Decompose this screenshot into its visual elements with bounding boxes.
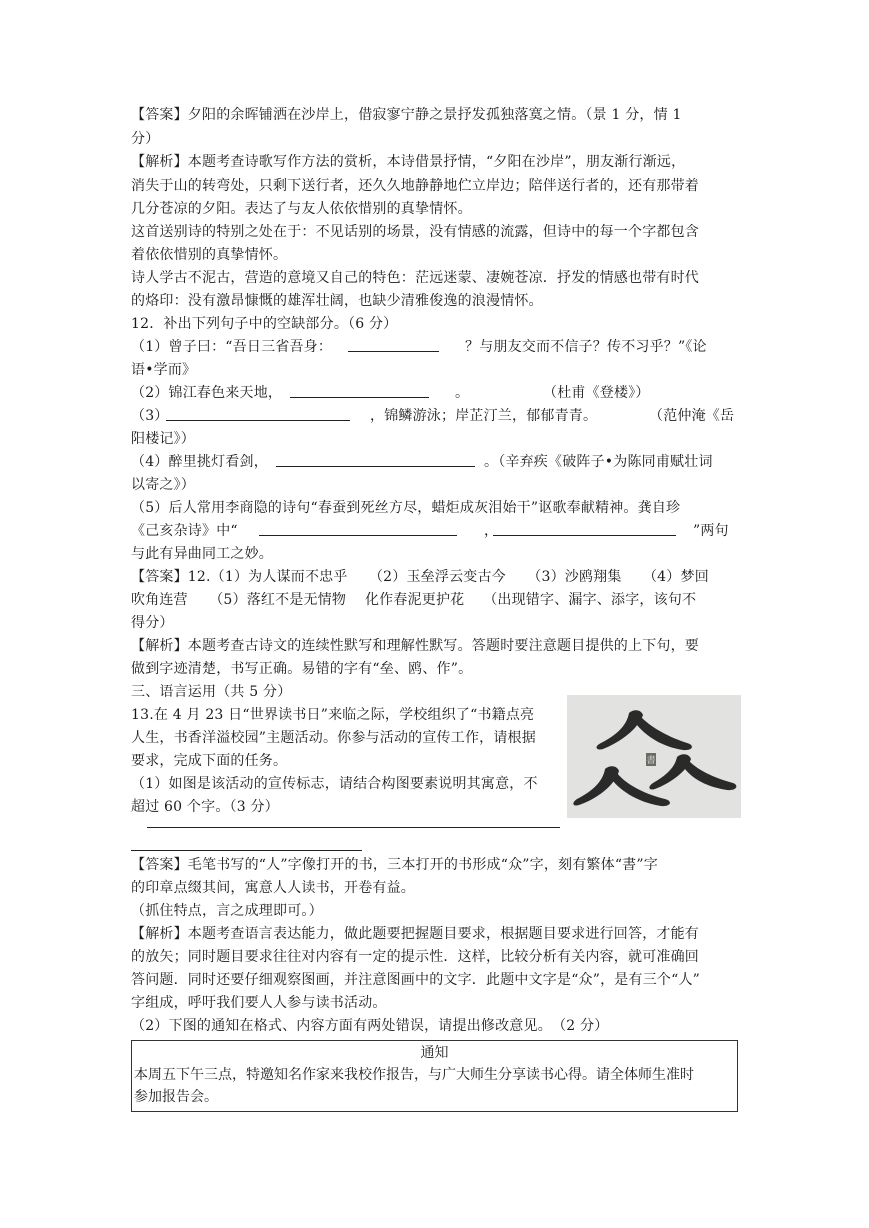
q12-item-1-cont: 语•学而》 <box>131 362 197 378</box>
answer-13-note: （抓住特点，言之成理即可。） <box>131 903 323 919</box>
q12-blank-3[interactable] <box>166 420 350 421</box>
analysis-11-line-3: 几分苍凉的夕阳。表达了与友人依依惜别的真挚情怀。 <box>131 201 472 217</box>
calligraphy-zhong-logo <box>567 695 741 818</box>
answer-13-line-2: 的印章点缀其间，寓意人人读书，开卷有益。 <box>131 880 415 896</box>
q12-item-5-cont: 与此有异曲同工之妙。 <box>131 546 273 562</box>
answer-12-line-3: 得分） <box>131 615 174 631</box>
q12-item-4-part-a: （4）醉里挑灯看剑， <box>131 454 268 470</box>
footnote-divider <box>131 850 362 851</box>
q12-item-1-part-b: ？与朋友交而不信子？传不习乎？”《论 <box>465 339 707 355</box>
q12-item-5-part-a: 《己亥杂诗》中“ <box>131 523 238 539</box>
q13-sub-1-line-2: 超过 60 个字。（3 分） <box>131 799 279 815</box>
q12-blank-2[interactable] <box>290 397 429 398</box>
analysis-11-line-6: 诗人学古不泥古，营造的意境又自己的特色：茫远迷蒙、凄婉苍凉．抒发的情感也带有时代 <box>131 270 699 286</box>
q12-blank-5a[interactable] <box>259 535 457 536</box>
q12-item-3-cont: 阳楼记》） <box>131 431 195 447</box>
answer-12-line-2: 吹角连营 （5）落红不是无情物 化作春泥更护花 （出现错字、漏字、添字，该句不 <box>131 592 697 608</box>
analysis-11-line-1: 【解析】本题考查诗歌写作方法的赏析，本诗借景抒情，“夕阳在沙岸”，朋友渐行渐远， <box>131 154 686 170</box>
notice-box <box>131 1040 738 1112</box>
answer-12-line-1: 【答案】12.（1）为人谋而不忠乎 （2）玉垒浮云变古今 （3）沙鸥翔集 （4）梦回 <box>131 569 709 585</box>
notice-line-1: 本周五下午三点，特邀知名作家来我校作报告，与广大师生分享读书心得。请全体师生准时 <box>134 1067 694 1083</box>
notice-line-2: 参加报告会。 <box>134 1089 218 1105</box>
answer-13-line-1: 【答案】毛笔书写的“人”字像打开的书，三本打开的书形成“众”字，刻有繁体“書”字 <box>131 857 658 873</box>
q12-item-3-source: （范仲淹《岳 <box>649 408 735 424</box>
q12-blank-4[interactable] <box>276 466 475 467</box>
q12-item-5-part-b: ， <box>484 523 499 539</box>
analysis-11-line-7: 的烙印：没有激昂慷慨的雄浑壮阔，也缺少清雅俊逸的浪漫情怀。 <box>131 293 543 309</box>
question-13-line-3: 要求，完成下面的任务。 <box>131 753 288 769</box>
q13-sub-1-line-1: （1）如图是该活动的宣传标志，请结合构图要素说明其寓意，不 <box>131 776 538 792</box>
q12-item-3-part-a: （3） <box>131 408 169 424</box>
activity-logo-image <box>567 695 741 818</box>
q12-item-5-part-c: ”两句 <box>693 523 729 539</box>
q12-item-2-part-a: （2）锦江春色来天地， <box>131 385 283 401</box>
q12-item-5-line-1: （5）后人常用李商隐的诗句“春蚕到死丝方尽，蜡炬成灰泪始干”讴歌奉献精神。龚自珍 <box>131 500 681 516</box>
q12-blank-1[interactable] <box>348 351 439 352</box>
q12-item-2-part-b: 。 <box>455 385 470 401</box>
q12-item-3-part-b: ，锦鳞游泳；岸芷汀兰，郁郁青青。 <box>370 408 598 424</box>
answer-11-line-1: 【答案】夕阳的余晖铺洒在沙岸上，借寂寥宁静之景抒发孤独落寞之情。（景 1 分，情 1 <box>131 107 682 123</box>
question-12-heading: 12．补出下列句子中的空缺部分。（6 分） <box>131 316 398 332</box>
q13-answer-line[interactable] <box>147 827 560 828</box>
notice-title: 通知 <box>420 1045 449 1061</box>
q12-item-2-source: （杜甫《登楼》） <box>543 385 650 401</box>
analysis-13-line-2: 的放矢；同时题目要求往往对内容有一定的提示性．这样，比较分析有关内容，就可准确回 <box>131 949 699 965</box>
analysis-11-line-5: 着依依惜别的真挚情怀。 <box>131 247 288 263</box>
analysis-13-line-3: 答问题．同时还要仔细观察图画，并注意图画中的文字．此题中文字是“众”，是有三个“人” <box>131 972 701 988</box>
analysis-13-line-4: 字组成，呼吁我们要人人参与读书活动。 <box>131 995 387 1011</box>
q13-sub-2: （2）下图的通知在格式、内容方面有两处错误，请提出修改意见。 （2 分） <box>131 1018 609 1034</box>
analysis-13-line-1: 【解析】本题考查语言表达能力，做此题要把握题目要求，根据题目要求进行回答，才能有 <box>131 926 699 942</box>
q12-item-4-cont: 以寄之》） <box>131 477 195 493</box>
q12-blank-5b[interactable] <box>493 535 676 536</box>
analysis-12-line-2: 做到字迹清楚，书写正确。易错的字有“垒、鸥、作”。 <box>131 661 473 677</box>
analysis-11-line-4: 这首送别诗的特别之处在于：不见话别的场景，没有情感的流露，但诗中的每一个字都包含 <box>131 224 699 240</box>
question-13-line-2: 人生，书香洋溢校园”主题活动。你参与活动的宣传工作，请根据 <box>131 730 536 746</box>
answer-11-line-2: 分） <box>131 131 160 147</box>
q12-item-1-part-a: （1）曾子曰：“吾日三省吾身： <box>131 339 333 355</box>
seal-text: 書 <box>646 756 656 766</box>
q12-item-4-part-b: 。（辛弃疾《破阵子•为陈同甫赋壮词 <box>484 454 713 470</box>
question-13-line-1: 13.在 4 月 23 日“世界读书日”来临之际，学校组织了“书籍点亮 <box>131 707 535 723</box>
analysis-12-line-1: 【解析】本题考查古诗文的连续性默写和理解性默写。答题时要注意题目提供的上下句，要 <box>131 638 699 654</box>
analysis-11-line-2: 消失于山的转弯处，只剩下送行者，还久久地静静地伫立岸边；陪伴送行者的，还有那带着 <box>131 178 699 194</box>
section-3-heading: 三、语言运用（共 5 分） <box>131 684 292 700</box>
